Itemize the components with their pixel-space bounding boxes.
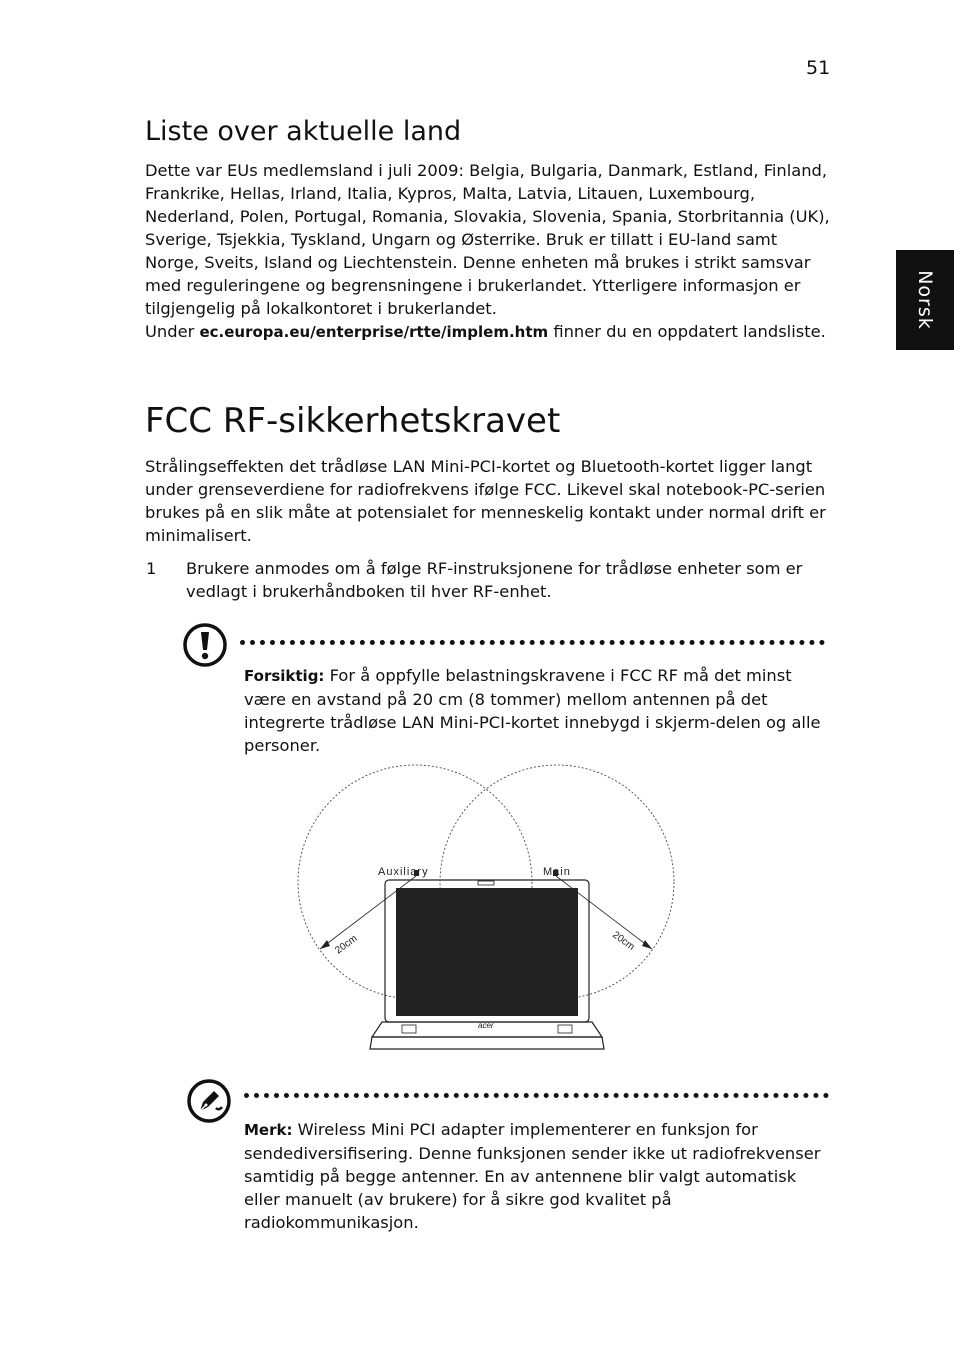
note-text — [244, 1118, 824, 1234]
eu-link[interactable]: ec.europa.eu/enterprise/rtte/implem.htm — [199, 323, 549, 341]
pen-note-icon — [186, 1078, 232, 1128]
side-tab-label: Norsk — [914, 270, 936, 330]
aux-label: Auxiliary — [378, 866, 429, 878]
under-suffix: finner du en oppdatert landsliste. — [548, 322, 826, 341]
note-divider — [244, 1093, 829, 1098]
caution-divider — [240, 640, 825, 645]
antenna-diagram — [290, 762, 690, 1061]
country-list-body: Dette var EUs medlemsland i juli 2009: Belgia, Bulgaria, Danmark, Estland, Finland, Frankrike, Hellas, Irland, Italia, Kypros, Malta, Latvia, Litauen, Luxembourg, Nederland, Polen, Portugal, Romania, Slovakia, Slovenia, Spania, Storbritannia (UK), Sverige, Tsjekkia, Tyskland, Ungarn og Østerrike. Bruk er tillatt i EU-land samt Norge, Sveits, Island og Liechtenstein. Denne enheten må brukes i strikt samsvar med reguleringene og begrensningene i brukerlandet. Ytterligere informasjon er tilgjengelig på lokalkontoret i brukerlandet. — [145, 161, 830, 318]
note-body: Wireless Mini PCI adapter implementerer en funksjon for sendediversifisering. Denne funksjonen sender ikke ut radiofrekvenser samtidig på begge antenner. En av antennene blir valgt automatisk eller manuelt (av brukere) for å sikre god kvalitet på radiokommunikasjon. — [244, 1120, 821, 1232]
section-heading-country-list: Liste over aktuelle land — [145, 116, 462, 147]
page-number: 51 — [806, 57, 831, 79]
section-heading-fcc: FCC RF-sikkerhetskravet — [145, 401, 561, 441]
language-side-tab — [896, 250, 954, 350]
exclamation-icon — [182, 622, 228, 672]
aux-distance-label: 20cm — [333, 933, 360, 957]
list-item-text: Brukere anmodes om å følge RF-instruksjonene for trådløse enheter som er vedlagt i brukerhåndboken til hver RF-enhet. — [186, 559, 803, 601]
fcc-paragraph: Strålingseffekten det trådløse LAN Mini-PCI-kortet og Bluetooth-kortet ligger langt under grenseverdiene for radiofrekvens ifølge FCC. Likevel skal notebook-PC-serien brukes på en slik måte at potensialet for menneskelig kontakt under normal drift er minimalisert. — [145, 457, 826, 545]
list-item-number: 1 — [146, 559, 157, 578]
country-list-paragraph — [145, 159, 835, 344]
laptop-screen — [396, 888, 578, 1016]
caution-label: Forsiktig: — [244, 667, 325, 685]
under-prefix: Under — [145, 322, 200, 341]
caution-body: For å oppfylle belastningskravene i FCC RF må det minst være en avstand på 20 cm (8 tommer) mellom antennen på det integrerte trådløse LAN Mini-PCI-kortet innebygd i skjerm-delen og alle personer. — [244, 666, 821, 755]
note-label: Merk: — [244, 1121, 293, 1139]
main-distance-label: 20cm — [610, 929, 637, 953]
brand-logo: acer — [478, 1021, 494, 1030]
caution-text — [244, 664, 824, 757]
main-label: Main — [543, 866, 571, 878]
